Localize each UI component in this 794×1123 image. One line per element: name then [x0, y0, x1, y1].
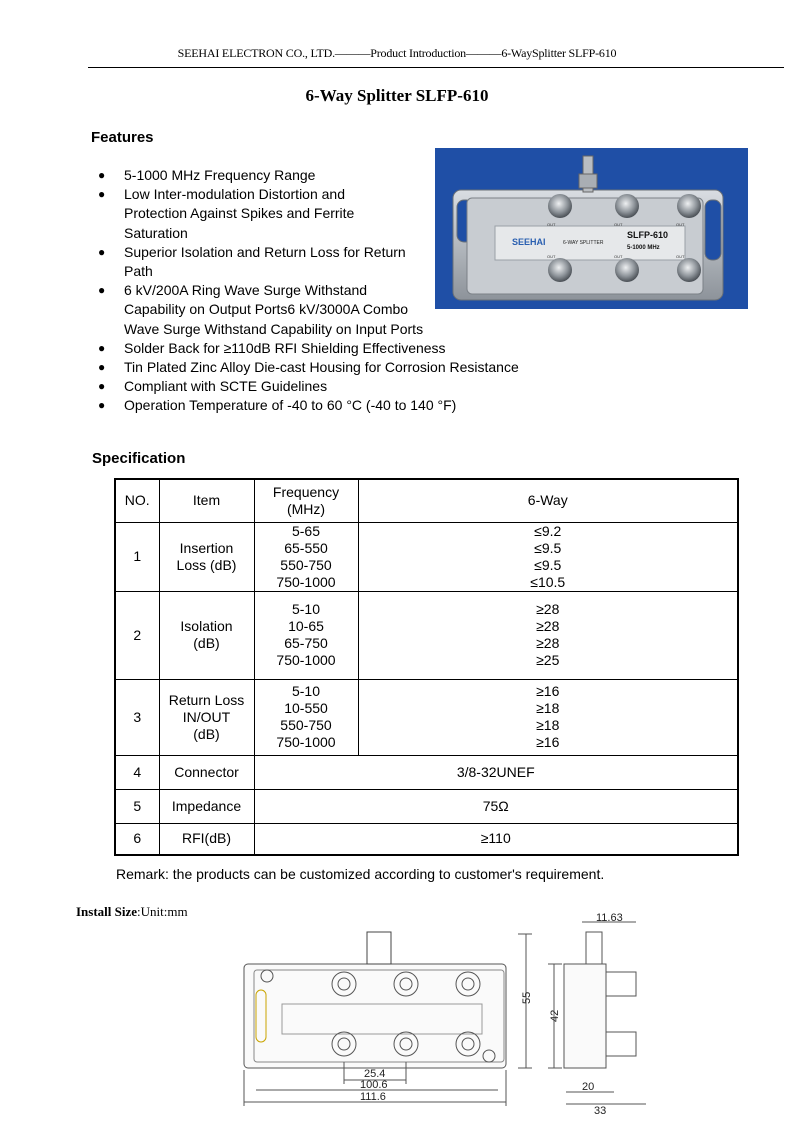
dim-total-width: 111.6	[360, 1091, 386, 1103]
cell-no: 2	[115, 591, 159, 679]
install-size-label	[76, 904, 188, 920]
cell-6way: ≤9.2 ≤9.5 ≤9.5 ≤10.5	[358, 522, 738, 591]
cell-item: Insertion Loss (dB)	[159, 522, 254, 591]
splitter-illustration	[435, 148, 748, 309]
photo-range: 5-1000 MHz	[627, 245, 660, 251]
col-header-no: NO.	[115, 479, 159, 522]
col-header-6way: 6-Way	[358, 479, 738, 522]
cell-value: 3/8-32UNEF	[254, 755, 738, 789]
features-heading: Features	[91, 129, 154, 146]
feature-text: Wave Surge Withstand Capability on Input Ports	[124, 320, 424, 337]
install-size-drawing	[236, 912, 656, 1120]
bullet-icon: ●	[98, 360, 106, 375]
feature-item	[98, 339, 568, 358]
dim-body-depth: 20	[582, 1081, 595, 1093]
bullet-icon: ●	[98, 340, 106, 355]
dim-total-depth: 33	[594, 1105, 607, 1117]
photo-port-label: OUT	[676, 254, 685, 259]
install-size-title: Install Size	[76, 904, 138, 919]
feature-item	[98, 358, 568, 377]
photo-brand: SEEHAI	[512, 237, 546, 247]
photo-port-label: OUT	[547, 222, 556, 227]
table-row	[115, 823, 738, 855]
bullet-icon: ●	[98, 398, 106, 413]
feature-text: Tin Plated Zinc Alloy Die-cast Housing for Corrosion Resistance	[124, 359, 519, 376]
page-header: SEEHAI ELECTRON CO., LTD.———Product Introduction———6-WaySplitter SLFP-610	[177, 46, 617, 60]
remark-text: Remark: the products can be customized according to customer's requirement.	[116, 866, 605, 882]
feature-item	[98, 396, 568, 415]
table-row	[115, 679, 738, 755]
cell-item: Impedance	[159, 789, 254, 823]
specification-heading: Specification	[92, 450, 186, 467]
dim-port-spacing: 25.4	[364, 1068, 386, 1080]
photo-type: 6-WAY SPLITTER	[563, 240, 604, 246]
bullet-icon: ●	[98, 283, 106, 298]
cell-no: 4	[115, 755, 159, 789]
install-size-unit: :Unit:mm	[137, 904, 188, 919]
table-header-row	[115, 479, 738, 522]
table-row	[115, 755, 738, 789]
cell-frequency: 5-10 10-65 65-750 750-1000	[254, 591, 358, 679]
cell-value: ≥110	[254, 823, 738, 855]
cell-6way: ≥28 ≥28 ≥28 ≥25	[358, 591, 738, 679]
dim-total-height: 55	[521, 991, 533, 1004]
header-divider	[88, 67, 784, 68]
feature-text: Path	[124, 263, 153, 280]
photo-port-label: OUT	[547, 254, 556, 259]
cell-item: Return Loss IN/OUT (dB)	[159, 679, 254, 755]
photo-port-label: OUT	[614, 254, 623, 259]
feature-text: Protection Against Spikes and Ferrite	[124, 205, 355, 222]
page-title: 6-Way Splitter SLFP-610	[305, 86, 489, 105]
feature-text: Saturation	[124, 224, 188, 241]
splitter-product-photo	[435, 148, 748, 309]
table-row	[115, 591, 738, 679]
dim-port-offset: 11.63	[596, 912, 623, 924]
feature-text: 5-1000 MHz Frequency Range	[124, 167, 316, 183]
cell-no: 5	[115, 789, 159, 823]
feature-text: Capability on Output Ports6 kV/3000A Combo	[124, 301, 409, 318]
cell-no: 6	[115, 823, 159, 855]
photo-model: SLFP-610	[627, 230, 669, 240]
table-row	[115, 522, 738, 591]
photo-port-label: OUT	[676, 222, 685, 227]
feature-text: 6 kV/200A Ring Wave Surge Withstand	[124, 282, 368, 299]
bullet-icon: ●	[98, 244, 106, 259]
table-row	[115, 789, 738, 823]
cell-frequency: 5-10 10-550 550-750 750-1000	[254, 679, 358, 755]
bullet-icon: ●	[98, 187, 106, 202]
cell-item: RFI(dB)	[159, 823, 254, 855]
col-header-item: Item	[159, 479, 254, 522]
cell-item: Isolation (dB)	[159, 591, 254, 679]
cell-frequency: 5-65 65-550 550-750 750-1000	[254, 522, 358, 591]
feature-text: Compliant with SCTE Guidelines	[124, 378, 328, 395]
dim-body-height: 42	[549, 1009, 561, 1022]
cell-value: 75Ω	[254, 789, 738, 823]
cell-item: Connector	[159, 755, 254, 789]
bullet-icon: ●	[98, 379, 106, 394]
specification-table	[114, 478, 739, 856]
feature-text: Superior Isolation and Return Loss for Return	[124, 243, 406, 260]
cell-no: 3	[115, 679, 159, 755]
cell-no: 1	[115, 522, 159, 591]
cell-6way: ≥16 ≥18 ≥18 ≥16	[358, 679, 738, 755]
photo-port-label: OUT	[614, 222, 623, 227]
bullet-icon: ●	[98, 168, 106, 182]
feature-text: Low Inter-modulation Distortion and	[124, 186, 346, 203]
feature-item	[98, 377, 568, 396]
dim-hole-spacing: 100.6	[360, 1079, 388, 1091]
col-header-frequency: Frequency (MHz)	[254, 479, 358, 522]
feature-text: Operation Temperature of -40 to 60 °C (-40 to 140 °F)	[124, 397, 457, 414]
feature-text: Solder Back for ≥110dB RFI Shielding Effectiveness	[124, 339, 446, 356]
